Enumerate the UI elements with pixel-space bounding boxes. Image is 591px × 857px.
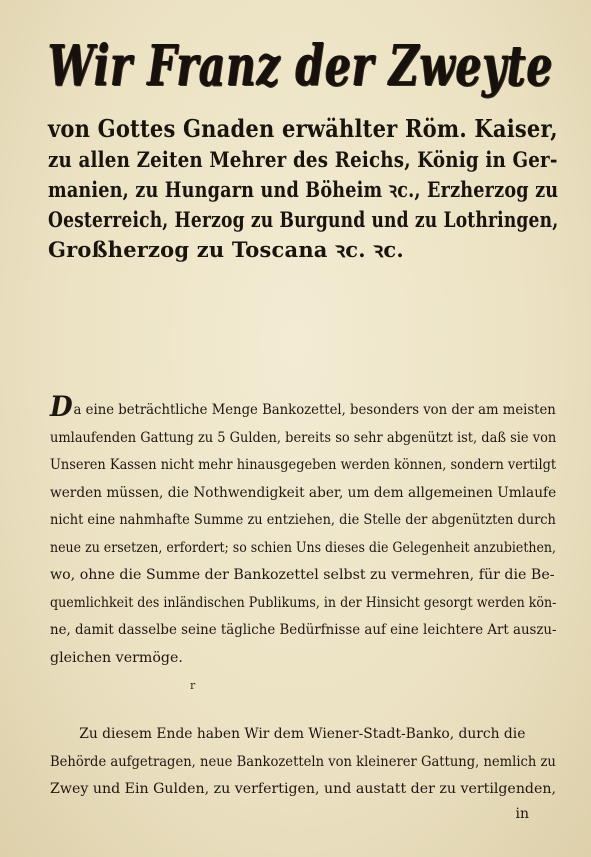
- paragraph-line: Unseren Kassen nicht mehr hinausgegeben werden können, sondern vertilgt: [50, 457, 557, 473]
- paragraph-line: Behörde aufgetragen, neue Bankozetteln von kleinerer Gattung, nemlich zu: [50, 753, 556, 770]
- paragraph-line-text: a eine beträchtliche Menge Bankozettel, besonders von der am meisten: [73, 402, 556, 418]
- paragraph-2: [50, 721, 556, 804]
- paragraph-1: [50, 390, 557, 672]
- paragraph-line: Zwey und Ein Gulden, zu verfertigen, und austatt der zu vertilgenden,: [50, 781, 557, 797]
- paragraph-line: ne, damit dasselbe seine tägliche Bedürfnisse auf eine leichtere Art auszu-: [50, 622, 557, 638]
- paragraph-line: [50, 390, 556, 425]
- printer-mark: r: [190, 679, 196, 692]
- paragraph-line: quemlichkeit des inländischen Publikums, in der Hinsicht gesorgt werden kön-: [50, 594, 557, 611]
- paragraph-line: wo, ohne die Summe der Bankozettel selbst zu vermehren, für die Be-: [50, 567, 555, 583]
- drop-initial: D: [50, 390, 73, 423]
- catchword: in: [515, 806, 529, 822]
- paragraph-line: nicht eine nahmhafte Summe zu entziehen, die Stelle der abgenützten durch: [50, 512, 556, 528]
- paragraph-line: gleichen vermöge.: [50, 649, 183, 666]
- title-line: manien, zu Hungarn und Böheim ꝛc., Erzherzog zu: [48, 177, 559, 202]
- title-block: [48, 113, 558, 265]
- document-title: Wir Franz der Zweyte: [48, 33, 554, 99]
- title-line: Oesterreich, Herzog zu Burgund und zu Lothringen,: [48, 207, 559, 232]
- paragraph-line: neue zu ersetzen, erfordert; so schien Uns dieses die Gelegenheit anzubiethen,: [50, 539, 557, 556]
- paragraph-line: werden müssen, die Nothwendigkeit aber, um dem allgemeinen Umlaufe: [50, 484, 557, 501]
- title-line: von Gottes Gnaden erwählter Röm. Kaiser,: [48, 114, 558, 143]
- paragraph-line: Zu diesem Ende haben Wir dem Wiener-Stadt-Banko, durch die: [79, 726, 526, 742]
- paragraph-line: umlaufenden Gattung zu 5 Gulden, bereits so sehr abgenützt ist, daß sie von: [50, 429, 557, 446]
- title-line: Großherzog zu Toscana ꝛc. ꝛc.: [48, 237, 404, 262]
- title-line: zu allen Zeiten Mehrer des Reichs, König in Ger-: [48, 147, 558, 172]
